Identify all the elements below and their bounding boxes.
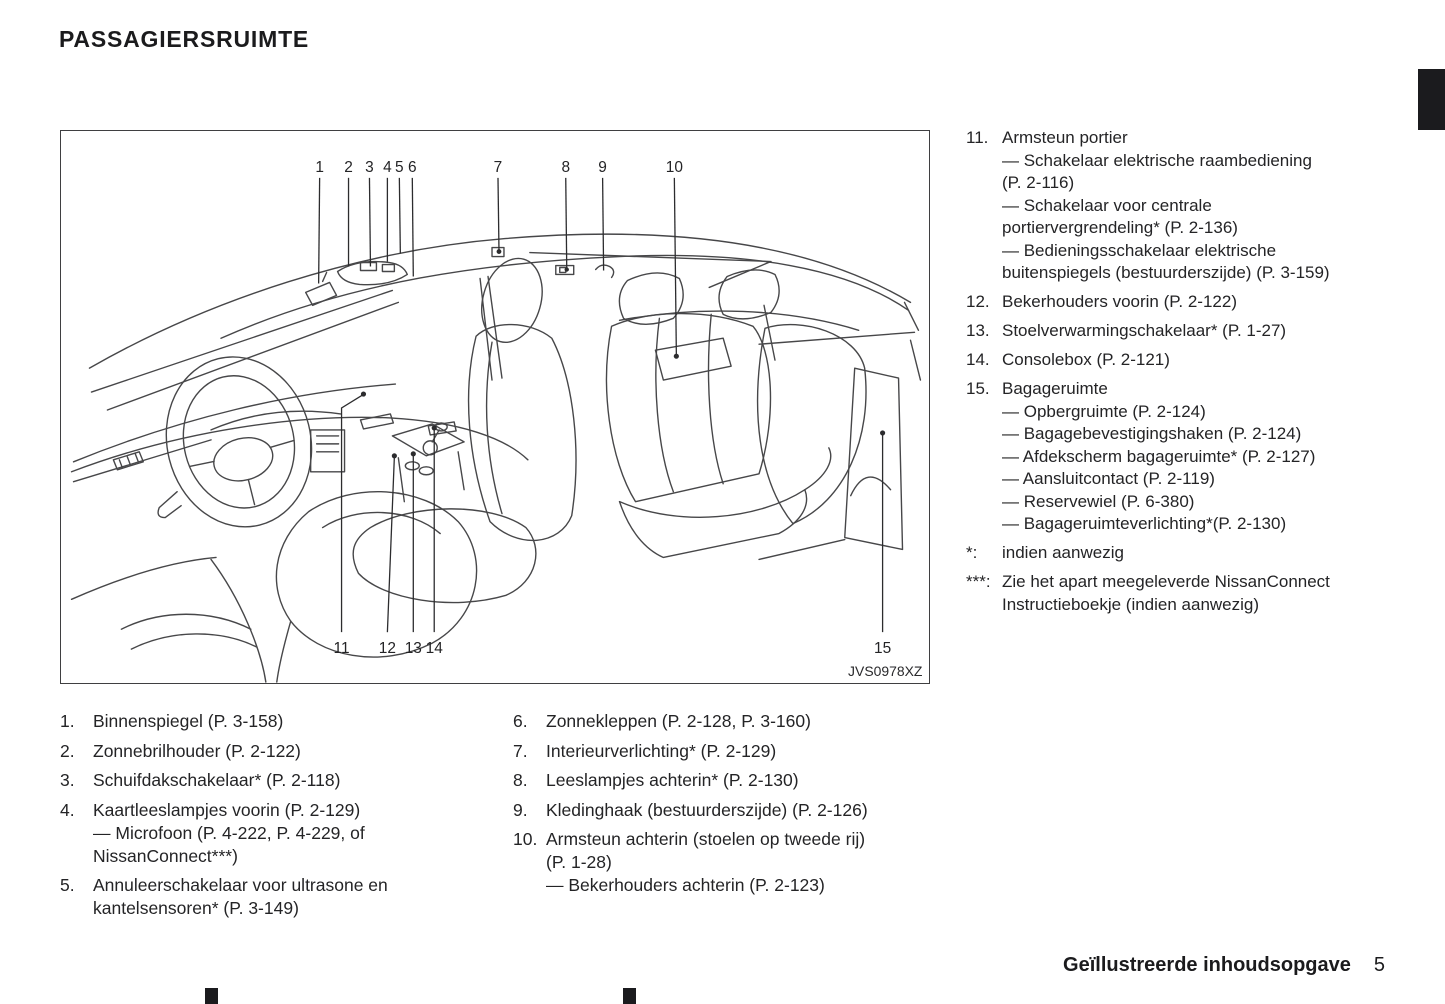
driver-seat-cushion: [276, 492, 476, 657]
legend-item-line: Binnenspiegel (P. 3-158): [93, 711, 284, 731]
callout-number-15: 15: [874, 640, 892, 658]
gear-lever: [432, 430, 439, 442]
driver-seat-seam: [323, 512, 441, 533]
legend-item-number: 1.: [60, 711, 75, 731]
dashboard-lower: [72, 557, 216, 599]
legend-item-line: NissanConnect***): [93, 845, 238, 866]
a-pillar-lower: [107, 302, 398, 410]
legend-item-number: 5.: [60, 875, 75, 895]
legend-item: [966, 349, 1391, 372]
legend-item-number: 6.: [513, 711, 528, 731]
front-headrest: [472, 251, 551, 349]
legend-item-line: Instructieboekje (indien aanwezig): [1002, 594, 1260, 614]
driver-seat-edge: [211, 559, 291, 682]
leader-dot-11: [361, 391, 366, 396]
legend-item-line: Zonnekleppen (P. 2-128, P. 3-160): [546, 711, 811, 731]
legend-item: [966, 542, 1391, 565]
cupholder-2: [419, 467, 433, 475]
leader-dot-14: [432, 425, 437, 430]
legend-item-line: portiervergrendeling* (P. 2-136): [1002, 218, 1238, 237]
legend-item-text: [1002, 349, 1391, 372]
legend-item-line: Armsteun achterin (stoelen op tweede rij): [546, 829, 866, 849]
legend-item: [513, 710, 953, 733]
map-lamp-right: [382, 265, 394, 272]
legend-item-line: Consolebox (P. 2-121): [1002, 350, 1170, 369]
legend-item-line: — Afdekscherm bagageruimte* (P. 2-127): [1002, 446, 1316, 466]
cluster-hood: [211, 411, 341, 430]
legend-item-line: Interieurverlichting* (P. 2-129): [546, 740, 777, 761]
legend-item-line: Kaartleeslampjes voorin (P. 2-129): [93, 799, 361, 820]
legend-item-number: 2.: [60, 740, 75, 761]
front-seat-cushion: [353, 509, 536, 603]
legend-item: [60, 710, 508, 733]
legend-item-line: Zonnebrilhouder (P. 2-122): [93, 740, 301, 761]
chapter-tab-marker: [1418, 69, 1445, 130]
callout-number-10: 10: [665, 158, 683, 176]
footer-page-number: 5: [1373, 954, 1385, 976]
legend-item-text: [93, 740, 508, 763]
legend-item: [966, 127, 1391, 285]
center-display: [311, 430, 345, 472]
legend-item-line: — Opbergruimte (P. 2-124): [1002, 401, 1206, 421]
callout-number-13: 13: [404, 640, 422, 658]
column-stalk: [158, 492, 181, 518]
car-interior-line-drawing: [61, 131, 929, 683]
leader-8: [566, 178, 567, 269]
leader-10: [674, 178, 676, 354]
legend-item: [966, 571, 1391, 616]
gear-boot: [423, 441, 437, 455]
legend-item: [60, 799, 508, 868]
roof-outer-line: [89, 234, 910, 368]
leader-dot-13: [411, 451, 416, 456]
left-air-vent: [113, 452, 143, 470]
legend-item: [966, 378, 1391, 536]
callout-number-8: 8: [561, 158, 571, 176]
legend-item-number: *:: [966, 543, 978, 562]
legend-item-text: [1002, 127, 1391, 285]
legend-item-number: 14.: [966, 350, 990, 369]
callout-leaders: [319, 178, 886, 632]
legend-item-number: 10.: [513, 829, 538, 849]
legend-item-number: 3.: [60, 770, 75, 790]
footnotes: [966, 542, 1391, 616]
legend-item-text: [546, 740, 953, 763]
legend-item-number: 15.: [966, 379, 990, 398]
legend-item-number: 7.: [513, 740, 528, 761]
leader-dot-12: [392, 453, 397, 458]
floor-sill-lines: [121, 614, 257, 649]
legend-item-line: Schuifdakschakelaar* (P. 2-118): [93, 770, 341, 790]
legend-item-text: [1002, 320, 1391, 343]
legend-item-text: [93, 710, 508, 733]
footer-section-title: Geïllustreerde inhoudsopgave: [1063, 954, 1351, 976]
legend-item-line: indien aanwezig: [1002, 543, 1124, 562]
legend-item-text: [546, 828, 953, 897]
interior-diagram: [60, 130, 930, 684]
leader-dot-15: [880, 430, 885, 435]
legend-item-number: 8.: [513, 770, 528, 790]
leader-5: [399, 178, 400, 254]
legend-item: [513, 740, 953, 763]
legend-item-text: [546, 769, 953, 792]
legend-item-text: [1002, 291, 1391, 314]
legend-item-number: 9.: [513, 799, 528, 820]
cargo-floor-line: [759, 540, 845, 560]
callout-number-9: 9: [598, 158, 607, 176]
callout-number-3: 3: [365, 158, 374, 176]
legend-item-line: buitenspiegels (bestuurderszijde) (P. 3-159): [1002, 263, 1330, 282]
legend-item: [60, 769, 508, 792]
legend-item-number: 13.: [966, 321, 990, 340]
legend-column-right: [966, 127, 1391, 623]
callout-number-5: 5: [395, 158, 404, 176]
rear-cushion-front: [620, 490, 807, 558]
legend-item: [513, 799, 953, 822]
leader-dot-8: [565, 267, 569, 271]
legend-item: [966, 320, 1391, 343]
cupholder-1: [405, 462, 419, 470]
interior-mirror: [306, 282, 337, 305]
wheel-arch: [851, 477, 891, 496]
figure-code: JVS0978XZ: [848, 663, 923, 680]
legend-item-line: — Bagagebevestigingshaken (P. 2-124): [1002, 424, 1302, 443]
legend-item-line: kantelsensoren* (P. 3-149): [93, 898, 299, 918]
steering-wheel: [149, 341, 330, 542]
callout-number-12: 12: [378, 640, 396, 658]
legend-item-number: 4.: [60, 799, 75, 820]
legend-item-line: Annuleerschakelaar voor ultrasone en: [93, 875, 388, 895]
leader-dot-10: [674, 354, 679, 359]
rear-window-line: [620, 311, 859, 330]
console-sides: [398, 452, 464, 502]
steering-spokes: [190, 440, 307, 517]
legend-item-line: (P. 2-116): [1002, 173, 1075, 192]
legend-item-line: — Microfoon (P. 4-222, P. 4-229, of: [93, 822, 365, 843]
steering-rim-outer: [149, 341, 330, 542]
legend-item-line: Kledinghaak (bestuurderszijde) (P. 2-126): [546, 799, 868, 820]
callout-number-7: 7: [493, 158, 503, 176]
legend-item: [513, 828, 953, 897]
callout-number-2: 2: [344, 158, 353, 176]
steering-hub: [209, 432, 277, 487]
legend-item: [966, 291, 1391, 314]
rear-armrest: [655, 338, 731, 380]
callout-number-1: 1: [315, 158, 324, 176]
legend-item-text: [546, 710, 953, 733]
legend-item-line: (P. 1-28): [546, 852, 612, 872]
legend-item-line: Leeslampjes achterin* (P. 2-130): [546, 770, 799, 790]
legend-item-line: — Schakelaar elektrische raambediening: [1002, 150, 1312, 170]
callout-number-6: 6: [408, 158, 417, 176]
rear-headrest-left: [619, 273, 683, 324]
rear-cushion-top: [620, 448, 831, 517]
legend-item-line: — Bagageruimteverlichting*(P. 2-130): [1002, 514, 1287, 533]
map-lamp-left: [360, 263, 376, 271]
coat-hook: [596, 265, 614, 277]
seat-belt: [480, 276, 502, 380]
mirror-stem: [323, 272, 327, 281]
legend-item-number: 11.: [966, 128, 989, 147]
legend-item-text: [1002, 571, 1391, 616]
legend-item-line: Bagageruimte: [1002, 379, 1108, 398]
legend-item-line: Stoelverwarmingschakelaar* (P. 1-27): [1002, 321, 1287, 340]
callout-number-4: 4: [383, 158, 392, 176]
legend-column-left: [60, 710, 508, 927]
legend-item: [513, 769, 953, 792]
legend-column-middle: [513, 710, 953, 904]
front-seatback: [469, 325, 576, 541]
leader-1: [319, 178, 320, 284]
legend-item-line: Armsteun portier: [1002, 128, 1128, 147]
print-registration-mark: [205, 988, 218, 1004]
legend-item-text: [93, 799, 508, 868]
leader-3: [369, 178, 370, 267]
page-footer: [1063, 954, 1385, 977]
leader-9: [603, 178, 604, 271]
legend-item-text: [1002, 542, 1391, 565]
rear-seat-seams: [656, 314, 723, 491]
legend-item-line: Zie het apart meegeleverde NissanConnect: [1002, 572, 1330, 591]
legend-item-number: ***:: [966, 572, 991, 591]
legend-item-number: 12.: [966, 292, 990, 311]
car-interior-art: [72, 234, 921, 682]
legend-item-line: — Aansluitcontact (P. 2-119): [1002, 469, 1215, 488]
rear-pillar: [905, 302, 921, 380]
legend-item-line: — Bekerhouders achterin (P. 2-123): [546, 875, 825, 895]
legend-item-text: [93, 769, 508, 792]
legend-item-line: Bekerhouders voorin (P. 2-122): [1002, 292, 1237, 311]
print-registration-mark: [623, 988, 636, 1004]
legend-item: [60, 874, 508, 920]
windshield-base: [74, 384, 396, 462]
legend-item-text: [1002, 378, 1391, 536]
legend-item-text: [546, 799, 953, 822]
legend-item: [60, 740, 508, 763]
page-title: PASSAGIERSRUIMTE: [59, 26, 310, 52]
rear-seatback: [607, 314, 771, 502]
leader-dot-7: [497, 249, 502, 254]
leader-6: [412, 178, 413, 277]
legend-items-11-15: [966, 127, 1391, 536]
front-seat-seam: [487, 342, 502, 513]
leader-12: [387, 457, 394, 632]
legend-item-text: [93, 874, 508, 920]
callout-number-14: 14: [425, 640, 443, 658]
legend-item-line: — Reservewiel (P. 6-380): [1002, 491, 1195, 511]
legend-item-line: — Schakelaar voor centrale: [1002, 195, 1212, 215]
callout-number-11: 11: [333, 640, 350, 658]
legend-item-line: — Bedieningsschakelaar elektrische: [1002, 240, 1277, 260]
parcel-shelf: [759, 332, 914, 344]
